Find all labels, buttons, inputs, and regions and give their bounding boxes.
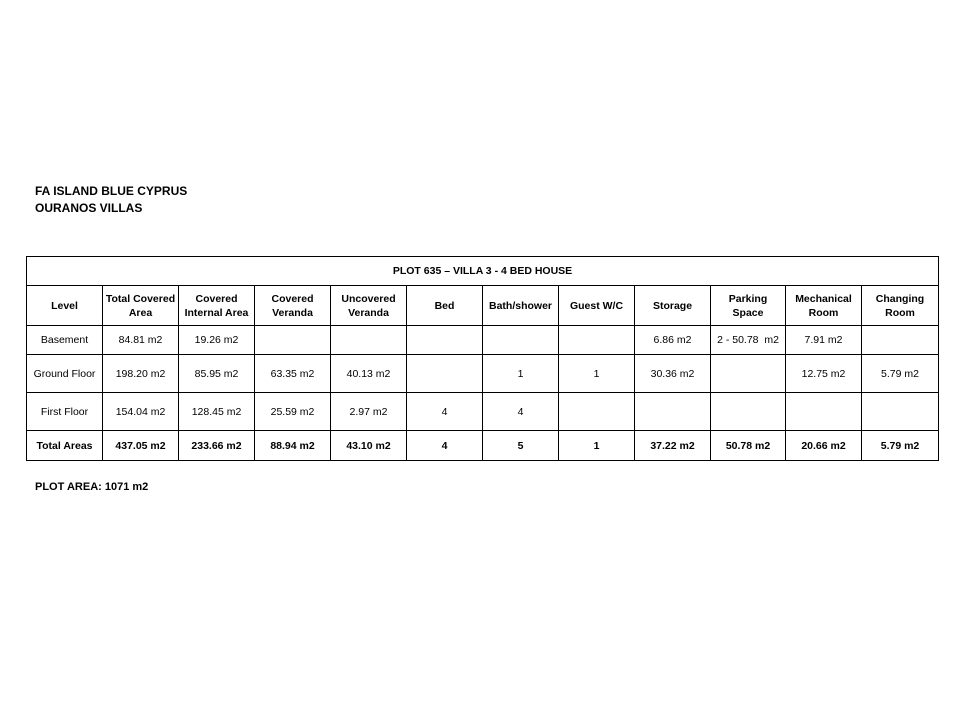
column-header-parking-space: Parking Space — [711, 286, 786, 326]
table-cell: 7.91 m2 — [786, 326, 862, 355]
table-cell — [483, 326, 559, 355]
table-cell: Total Areas — [27, 431, 103, 461]
table-cell: 6.86 m2 — [635, 326, 711, 355]
table-cell — [407, 355, 483, 393]
area-schedule-table — [26, 256, 939, 461]
table-cell: 85.95 m2 — [179, 355, 255, 393]
table-cell: 1 — [483, 355, 559, 393]
table-cell: 154.04 m2 — [103, 393, 179, 431]
table-cell: 437.05 m2 — [103, 431, 179, 461]
table-cell: 1 — [559, 355, 635, 393]
table-row-ground-floor — [27, 355, 939, 393]
table-cell: 88.94 m2 — [255, 431, 331, 461]
column-header-bath-shower: Bath/shower — [483, 286, 559, 326]
table-cell: 84.81 m2 — [103, 326, 179, 355]
column-header-total-covered-area: Total Covered Area — [103, 286, 179, 326]
table-cell: 4 — [407, 393, 483, 431]
column-header-level: Level — [27, 286, 103, 326]
column-header-changing-room: Changing Room — [862, 286, 939, 326]
table-cell — [635, 393, 711, 431]
table-row-basement — [27, 326, 939, 355]
table-cell: 198.20 m2 — [103, 355, 179, 393]
table-cell — [711, 355, 786, 393]
table-cell — [559, 326, 635, 355]
table-cell: 25.59 m2 — [255, 393, 331, 431]
table-cell: 5.79 m2 — [862, 355, 939, 393]
column-header-uncovered-veranda: Uncovered Veranda — [331, 286, 407, 326]
table-cell: Basement — [27, 326, 103, 355]
table-cell: 233.66 m2 — [179, 431, 255, 461]
column-header-bed: Bed — [407, 286, 483, 326]
table-cell — [559, 393, 635, 431]
table-cell: 37.22 m2 — [635, 431, 711, 461]
table-cell — [711, 393, 786, 431]
table-cell: 20.66 m2 — [786, 431, 862, 461]
table-cell: Ground Floor — [27, 355, 103, 393]
table-cell: 5 — [483, 431, 559, 461]
table-cell: 63.35 m2 — [255, 355, 331, 393]
table-cell — [862, 326, 939, 355]
plot-area-note: PLOT AREA: 1071 m2 — [35, 481, 149, 493]
table-cell: 128.45 m2 — [179, 393, 255, 431]
table-cell: 19.26 m2 — [179, 326, 255, 355]
table-cell: 2.97 m2 — [331, 393, 407, 431]
document-heading — [35, 183, 187, 217]
table-cell: 4 — [407, 431, 483, 461]
table-cell: 40.13 m2 — [331, 355, 407, 393]
table-cell: 1 — [559, 431, 635, 461]
column-header-covered-veranda: Covered Veranda — [255, 286, 331, 326]
column-header-mechanical-room: Mechanical Room — [786, 286, 862, 326]
table-cell — [786, 393, 862, 431]
table-cell: 50.78 m2 — [711, 431, 786, 461]
table-cell — [407, 326, 483, 355]
column-header-row — [27, 286, 939, 326]
column-header-storage: Storage — [635, 286, 711, 326]
project-subtitle: OURANOS VILLAS — [35, 201, 143, 215]
table-cell — [862, 393, 939, 431]
project-title: FA ISLAND BLUE CYPRUS — [35, 184, 188, 198]
table-cell: 5.79 m2 — [862, 431, 939, 461]
table-cell — [331, 326, 407, 355]
table-cell: First Floor — [27, 393, 103, 431]
table-row-first-floor — [27, 393, 939, 431]
table-cell: 4 — [483, 393, 559, 431]
table-cell: 12.75 m2 — [786, 355, 862, 393]
table-cell: 30.36 m2 — [635, 355, 711, 393]
table-title: PLOT 635 – VILLA 3 - 4 BED HOUSE — [27, 257, 939, 286]
table-row-total-areas — [27, 431, 939, 461]
table-cell: 2 - 50.78 m2 — [711, 326, 786, 355]
table-cell — [255, 326, 331, 355]
column-header-guest-wc: Guest W/C — [559, 286, 635, 326]
table-cell: 43.10 m2 — [331, 431, 407, 461]
column-header-covered-internal-area: Covered Internal Area — [179, 286, 255, 326]
